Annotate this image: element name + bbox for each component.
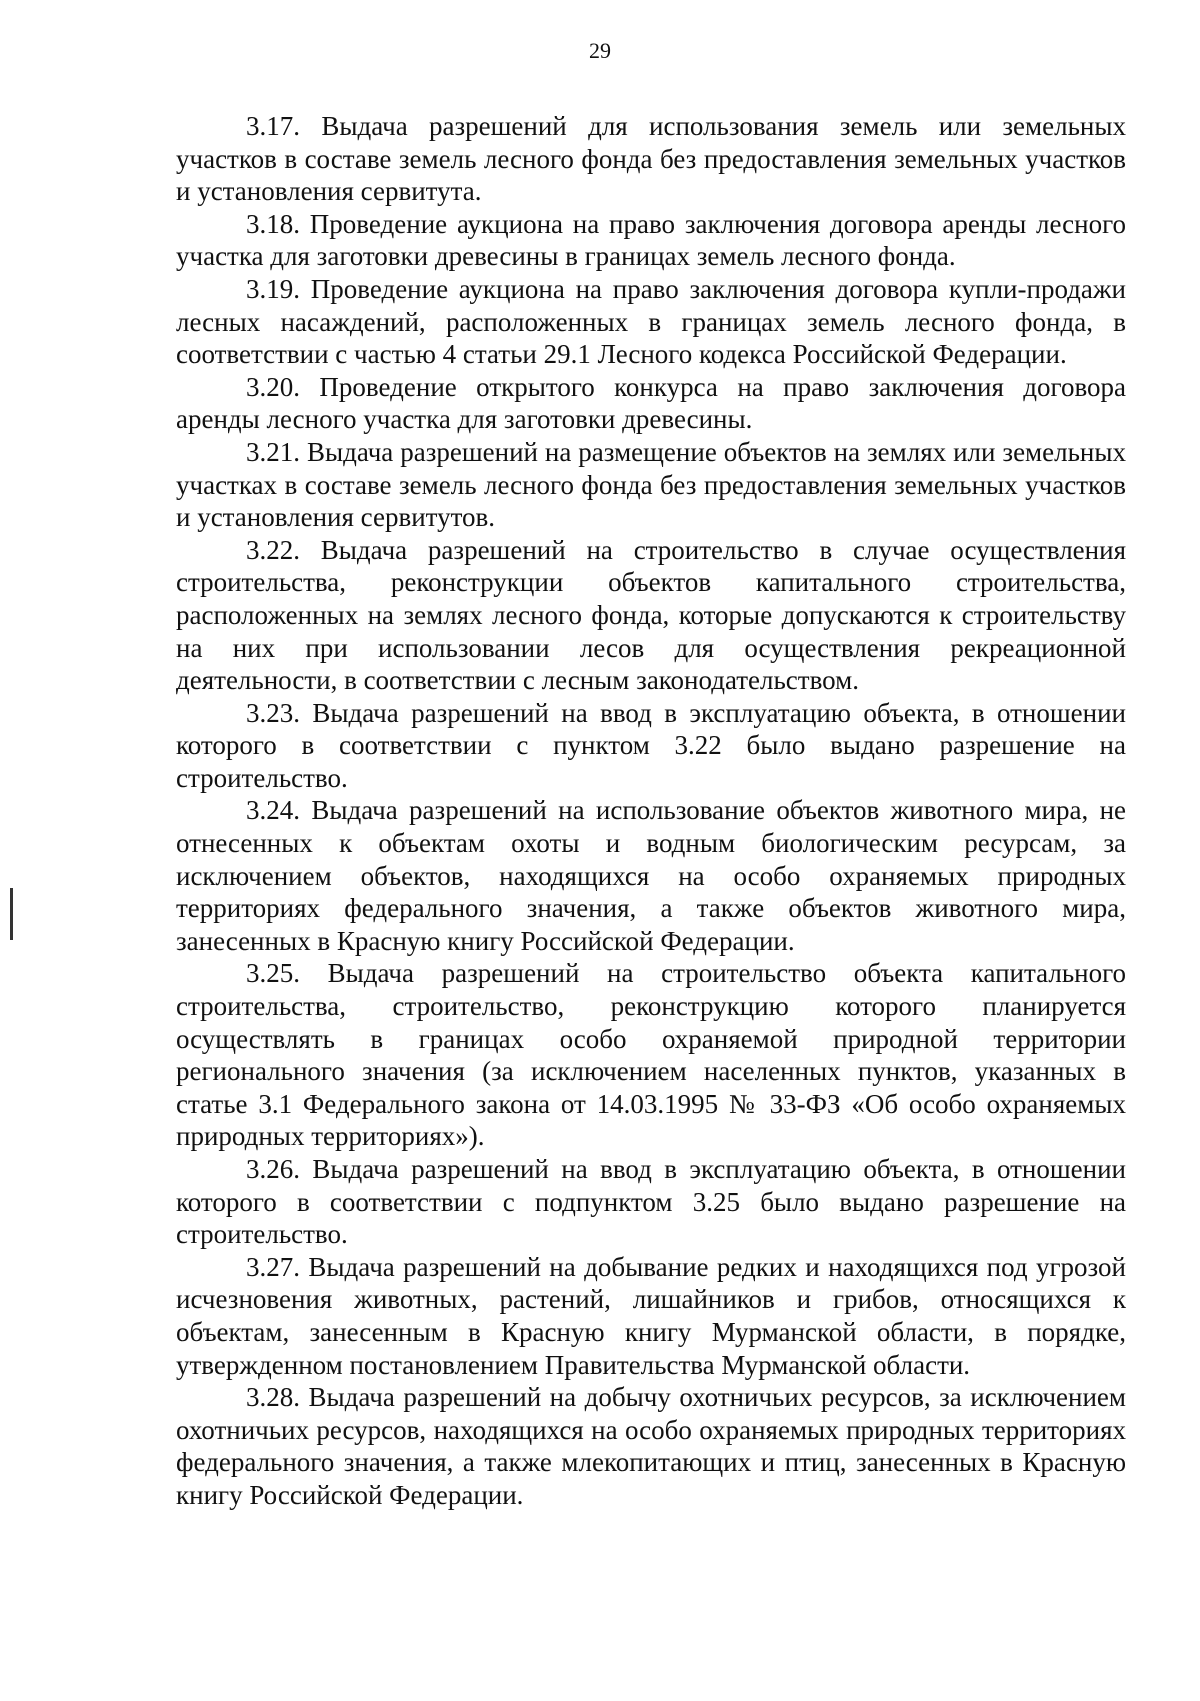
paragraph-3-18: 3.18. Проведение аукциона на право заключения договора аренды лесного участка для заготовки древесины в границах земель лесного фонда. xyxy=(176,208,1126,272)
paragraph-3-24: 3.24. Выдача разрешений на использование объектов животного мира, не отнесенных к объектам охоты и водным биологическим ресурсам, за исключением объектов, находящихся на особо охраняемых природных территориях федерального значения, а также объектов животного мира, занесенных в Красную книгу Российской Федерации. xyxy=(176,795,1126,956)
paragraph-3-25: 3.25. Выдача разрешений на строительство объекта капитального строительства, строительство, реконструкцию которого планируется осуществлять в границах особо охраняемой природной территории регионального значения (за исключением населенных пунктов, указанных в статье 3.1 Федерального закона от 14.03.1995 № 33-ФЗ «Об особо охраняемых природных территориях»). xyxy=(176,958,1126,1152)
paragraph-3-19: 3.19. Проведение аукциона на право заключения договора купли-продажи лесных насаждений, расположенных в границах земель лесного фонда, в соответствии с частью 4 статьи 29.1 Лесного кодекса Российской Федерации. xyxy=(176,273,1126,370)
paragraph-3-17: 3.17. Выдача разрешений для использования земель или земельных участков в составе земель лесного фонда без предоставления земельных участков и установления сервитута. xyxy=(176,111,1126,207)
paragraph-3-27: 3.27. Выдача разрешений на добывание редких и находящихся под угрозой исчезновения животных, растений, лишайников и грибов, относящихся к объектам, занесенным в Красную книгу Мурманской области, в порядке, утвержденном постановлением Правительства Мурманской области. xyxy=(176,1251,1126,1380)
paragraph-3-20: 3.20. Проведение открытого конкурса на право заключения договора аренды лесного участка для заготовки древесины. xyxy=(176,371,1126,435)
document-body xyxy=(176,110,1126,1512)
paragraph-3-23: 3.23. Выдача разрешений на ввод в эксплуатацию объекта, в отношении которого в соответствии с пунктом 3.22 было выдано разрешение на строительство. xyxy=(176,697,1126,793)
paragraph-3-22: 3.22. Выдача разрешений на строительство в случае осуществления строительства, реконструкции объектов капитального строительства, расположенных на землях лесного фонда, которые допускаются к строительству на них при использовании лесов для осуществления рекреационной деятельности, в соответствии с лесным законодательством. xyxy=(176,534,1126,696)
paragraph-3-26: 3.26. Выдача разрешений на ввод в эксплуатацию объекта, в отношении которого в соответствии с подпунктом 3.25 было выдано разрешение на строительство. xyxy=(176,1154,1126,1250)
paragraph-3-28: 3.28. Выдача разрешений на добычу охотничьих ресурсов, за исключением охотничьих ресурсов, находящихся на особо охраняемых природных территориях федерального значения, а также млекопитающих и птиц, занесенных в Красную книгу Российской Федерации. xyxy=(176,1382,1126,1510)
paragraph-3-21: 3.21. Выдача разрешений на размещение объектов на землях или земельных участках в составе земель лесного фонда без предоставления земельных участков и установления сервитутов. xyxy=(176,436,1126,533)
page-number: 29 xyxy=(589,38,611,63)
margin-mark xyxy=(10,888,13,940)
